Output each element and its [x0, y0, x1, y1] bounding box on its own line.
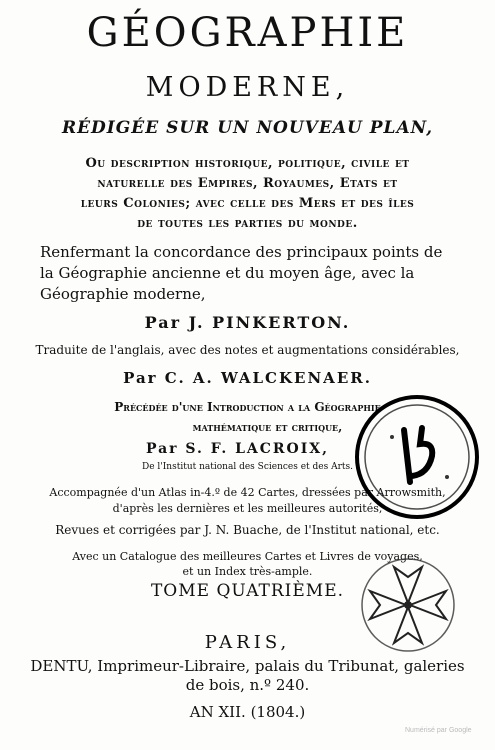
traduite-line: Traduite de l'anglais, avec des notes et augmentations considérables,: [35, 343, 460, 357]
author-pinkerton: Par J. PINKERTON.: [144, 313, 351, 332]
google-watermark: Numérisé par Google: [405, 727, 472, 734]
renfermant-line-2: la Géographie ancienne et du moyen âge, avec la: [40, 264, 415, 282]
description-line-1: Ou description historique, politique, civile et: [85, 156, 410, 171]
description-line-4: de toutes les parties du monde.: [137, 216, 358, 231]
library-stamp-circle-icon: [352, 392, 482, 522]
book-subtitle: MODERNE,: [145, 72, 350, 103]
renfermant-line-3: Géographie moderne,: [40, 285, 206, 303]
precedee-line-1: Précédée d'une Introduction a la Géographie: [114, 400, 381, 414]
atlas-line-1: Accompagnée d'un Atlas in-4.º de 42 Cartes, dressées par Arrowsmith,: [49, 486, 446, 499]
atlas-line-2: d'après les dernières et les meilleures autorités,: [112, 502, 383, 515]
catalogue-line-1: Avec un Catalogue des meilleures Cartes et Livres de voyages,: [72, 550, 423, 563]
description-line-3: leurs Colonies; avec celle des Mers et des îles: [80, 196, 415, 211]
plan-line: RÉDIGÉE SUR UN NOUVEAU PLAN,: [61, 118, 434, 138]
author-walckenaer: Par C. A. WALCKENAER.: [123, 369, 372, 387]
imprint-line-1: DENTU, Imprimeur-Libraire, palais du Tribunat, galeries: [30, 657, 465, 675]
description-line-2: naturelle des Empires, Royaumes, Etats et: [97, 176, 398, 191]
maltese-cross-stamp-icon: [358, 555, 458, 655]
tome-line: TOME QUATRIÈME.: [150, 581, 345, 601]
precedee-line-2: mathématique et critique,: [192, 420, 343, 434]
publication-date: AN XII. (1804.): [189, 703, 306, 721]
author-lacroix: Par S. F. LACROIX,: [145, 441, 330, 457]
imprint-line-2: de bois, n.º 240.: [185, 676, 310, 694]
book-title: GÉOGRAPHIE: [86, 10, 409, 56]
catalogue-line-2: et un Index très-ample.: [182, 565, 313, 578]
city-line: PARIS,: [204, 632, 291, 653]
revues-line: Revues et corrigées par J. N. Buache, de l'Institut national, etc.: [55, 523, 440, 537]
renfermant-line-1: Renfermant la concordance des principaux points de: [40, 243, 443, 261]
institut-line: De l'Institut national des Sciences et des Arts.: [142, 462, 353, 472]
